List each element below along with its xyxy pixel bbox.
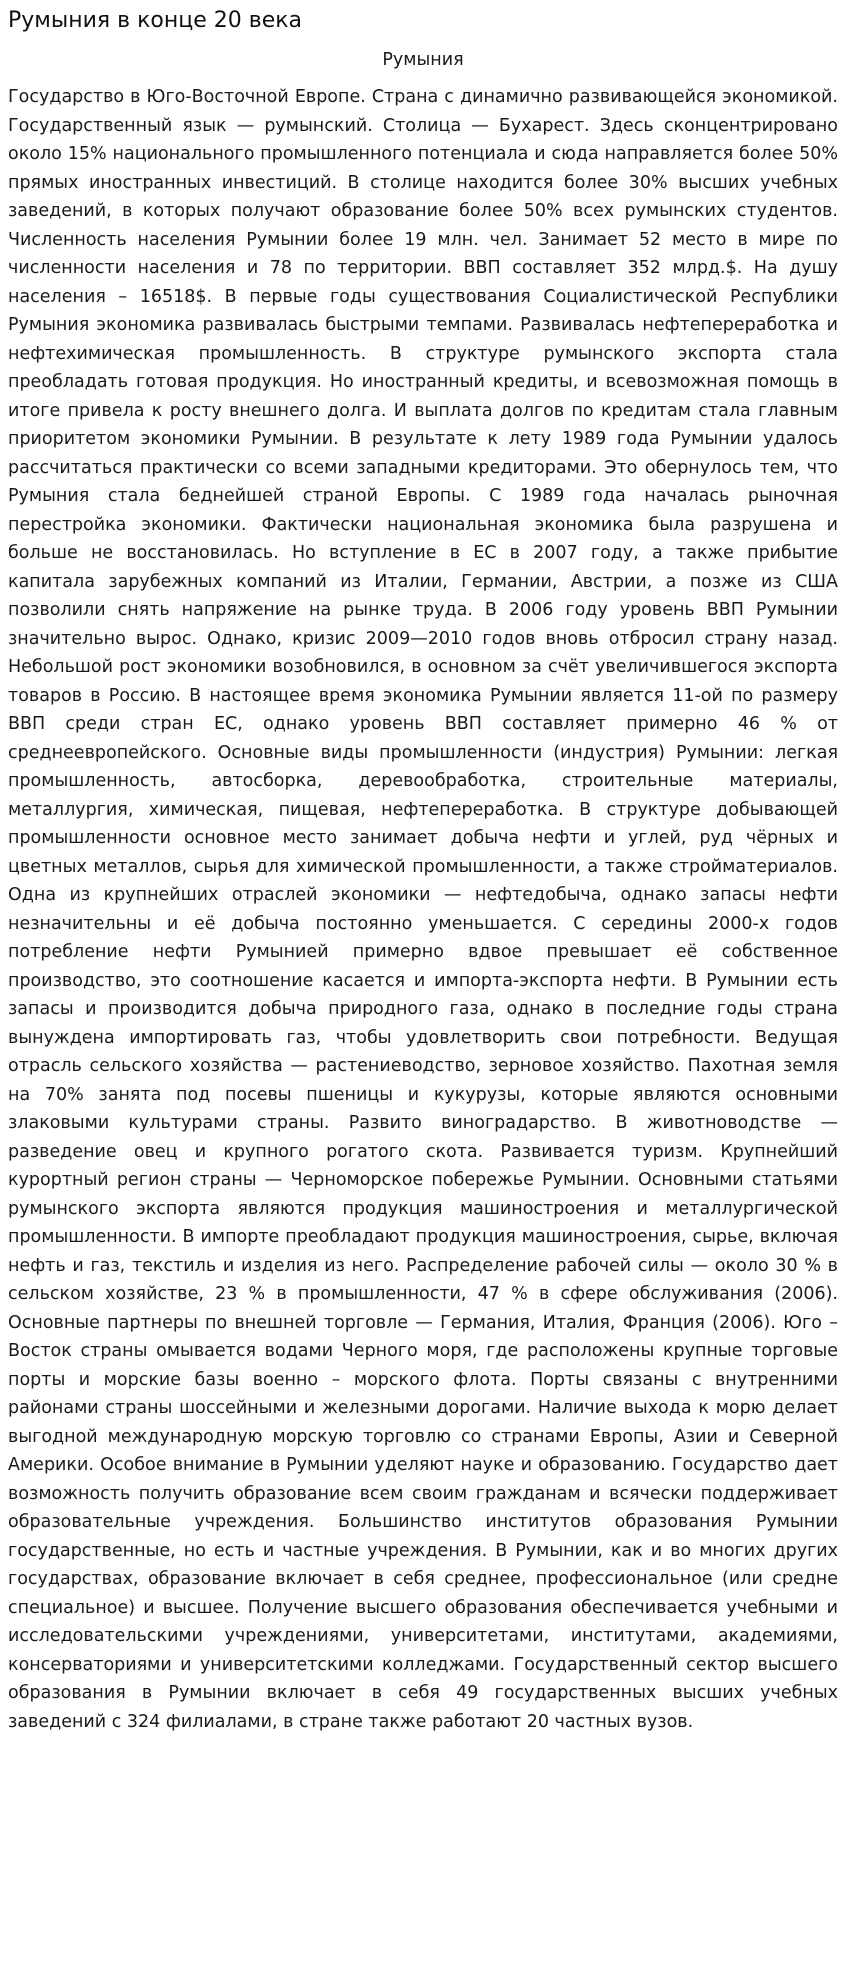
document-body-text: Государство в Юго-Восточной Европе. Страна с динамично развивающейся экономикой. Государственный язык — румынский. Столица — Бухарест. Здесь сконцентрировано около 15% национального промышленного потенциала и сюда направляется более 50% прямых иностранных инвестиций. В столице находится более 30% высших учебных заведений, в которых получают образование более 50% всех румынских студентов. Численность населения Румынии более 19 млн. чел. Занимает 52 место в мире по численности населения и 78 по территории. ВВП составляет 352 млрд.$. На душу населения – 16518$. В первые годы существования Социалистической Республики Румыния экономика развивалась быстрыми темпами. Развивалась нефтепереработка и нефтехимическая промышленность. В структуре румынского экспорта стала преобладать готовая продукция. Но иностранный кредиты, и всевозможная помощь в итоге привела к росту внешнего долга. И выплата долгов по кредитам стала главным приоритетом экономики Румынии. В результате к лету 1989 года Румынии удалось рассчитаться практически со всеми западными кредиторами. Это обернулось тем, что Румыния стала беднейшей страной Европы. С 1989 года началась рыночная перестройка экономики. Фактически национальная экономика была разрушена и больше не восстановилась. Но вступление в ЕС в 2007 году, а также прибытие капитала зарубежных компаний из Италии, Германии, Австрии, а позже из США позволили снять напряжение на рынке труда. В 2006 году уровень ВВП Румынии значительно вырос. Однако, кризис 2009—2010 годов вновь отбросил страну назад. Небольшой рост экономики возобновился, в основном за счёт увеличившегося экспорта товаров в Россию. В настоящее время экономика Румынии является 11-ой по размеру ВВП среди стран ЕС, однако уровень ВВП составляет примерно 46 % от среднеевропейского. Основные виды промышленности (индустрия) Румынии: легкая промышленность, автосборка, деревообработка, строительные материалы, металлургия, химическая, пищевая, нефтепереработка. В структуре добывающей промышленности основное место занимает добыча нефти и углей, руд чёрных и цветных металлов, сырья для химической промышленности, а также стройматериалов. Одна из крупнейших отраслей экономики — нефтедобыча, однако запасы нефти незначительны и её добыча постоянно уменьшается. С середины 2000-х годов потребление нефти Румынией примерно вдвое превышает её собственное производство, это соотношение касается и импорта-экспорта нефти. В Румынии есть запасы и производится добыча природного газа, однако в последние годы страна вынуждена импортировать газ, чтобы удовлетворить свои потребности. Ведущая отрасль сельского хозяйства — растениеводство, зерновое хозяйство. Пахотная земля на 70% занята под посевы пшеницы и кукурузы, которые являются основными злаковыми культурами страны. Развито виноградарство. В животноводстве — разведение овец и крупного рогатого скота. Развивается туризм. Крупнейший курортный регион страны — Черноморское побережье Румынии. Основными статьями румынского экспорта являются продукция машиностроения и металлургической промышленности. В импорте преобладают продукция машиностроения, сырье, включая нефть и газ, текстиль и изделия из него. Распределение рабочей силы — около 30 % в сельском хозяйстве, 23 % в промышленности, 47 % в сфере обслуживания (2006). Основные партнеры по внешней торговле — Германия, Италия, Франция (2006). Юго – Восток страны омывается водами Черного моря, где расположены крупные торговые порты и морские базы военно – морского флота. Порты связаны с внутренними районами страны шоссейными и железными дорогами. Наличие выхода к морю делает выгодной международную морскую торговлю со странами Европы, Азии и Северной Америки. Особое внимание в Румынии уделяют науке и образованию. Государство дает возможность получить образование всем своим гражданам и всячески поддерживает образовательные учреждения. Большинство институтов образования Румынии государственные, но есть и частные учреждения. В Румынии, как и во многих других государствах, образование включает в себя среднее, профессиональное (или средне специальное) и высшее. Получение высшего образования обеспечивается учебными и исследовательскими учреждениями, университетами, институтами, академиями, консерваториями и университетскими колледжами. Государственный сектор высшего образования в Румынии включает в себя 49 государственных высших учебных заведений с 324 филиалами, в стране также работают 20 частных вузов. [8,87,838,1732]
document-subtitle: Румыния [382,50,464,70]
document-page [8,6,838,1736]
document-title: Румыния в конце 20 века [8,8,303,33]
